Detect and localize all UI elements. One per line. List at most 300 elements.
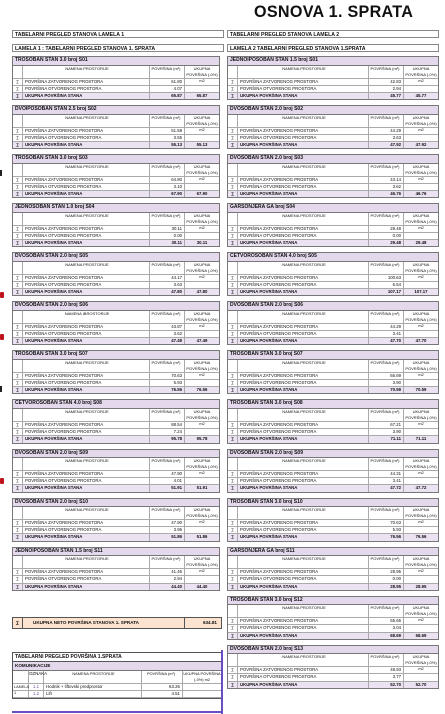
- area-value: 107.17: [369, 289, 404, 295]
- col-namena: NAMENA PROSTORIJE: [238, 213, 369, 225]
- area-row: [228, 184, 438, 191]
- apartment-title: DVOSOBAN STAN 2.0 broj S05: [13, 253, 219, 262]
- area-row: [228, 177, 438, 184]
- total-value: [185, 86, 219, 92]
- area-row: [13, 128, 219, 135]
- area-value: 70.59: [369, 387, 404, 393]
- area-value: 47.90: [150, 471, 185, 477]
- row-label: POVRŠINA ZATVORENOG PROSTORA: [238, 520, 369, 526]
- area-row: [228, 478, 438, 485]
- area-value: 5.93: [369, 527, 404, 533]
- col-ukupna: UKUPNA POVRŠINA (-0%) m2: [186, 114, 218, 132]
- area-row: [13, 373, 219, 380]
- area-value: 66.69: [369, 373, 404, 379]
- col-ukupna: UKUPNA POVRŠINA (-0%) m2: [405, 556, 437, 574]
- col-namena: NAMENA PROSTORIJE: [23, 556, 150, 568]
- col-povrsina: POVRŠINA (m²): [369, 409, 404, 421]
- apartment-title: DVOSOBAN STAN 2.0 broj S09: [228, 450, 438, 459]
- total-value: [183, 691, 221, 697]
- area-value: 44.40: [150, 584, 185, 590]
- row-label: POVRŠINA ZATVORENOG PROSTORA: [23, 79, 150, 85]
- total-row: [13, 338, 219, 344]
- total-value: [185, 177, 219, 183]
- area-value: 3.77: [369, 674, 404, 680]
- area-value: 65.65: [369, 618, 404, 624]
- total-row: [228, 633, 438, 639]
- col-povrsina: POVRŠINA (m²): [369, 605, 404, 617]
- area-value: 88.54: [150, 422, 185, 428]
- area-value: 3.90: [369, 429, 404, 435]
- area-value: 44.29: [369, 324, 404, 330]
- apartment-table: [227, 498, 439, 542]
- col-povrsina: POVRŠINA (m²): [150, 360, 185, 372]
- area-value: 3.90: [369, 380, 404, 386]
- sum-symbol: ∑: [13, 373, 23, 379]
- area-row: [228, 520, 438, 527]
- total-value: [185, 184, 219, 190]
- net-total-value: 634.81: [184, 618, 221, 628]
- apartment-title: DVOSOBAN STAN 2.0 broj S02: [228, 106, 438, 115]
- area-value: 3.62: [150, 331, 185, 337]
- sum-symbol: ∑: [13, 289, 23, 295]
- sum-symbol: ∑: [228, 226, 238, 232]
- sum-symbol: ∑: [13, 324, 23, 330]
- namena-cell: Lift: [44, 691, 142, 697]
- row-label: POVRŠINA ZATVORENOG PROSTORA: [238, 373, 369, 379]
- row-label: POVRŠINA ZATVORENOG PROSTORA: [238, 569, 369, 575]
- col-povrsina: POVRŠINA (m²): [369, 66, 404, 78]
- row-label: POVRŠINA ZATVORENOG PROSTORA: [238, 275, 369, 281]
- total-value: 47.80: [196, 289, 208, 295]
- row-label: UKUPNA POVRŠINA STANA: [238, 436, 369, 442]
- total-value: [404, 429, 438, 435]
- row-label: POVRŠINA OTVORENOG PROSTORA: [238, 429, 369, 435]
- sum-symbol: ∑: [228, 387, 238, 393]
- row-label: POVRŠINA OTVORENOG PROSTORA: [23, 233, 150, 239]
- col-ukupna: UKUPNA POVRŠINA (-0%) m2: [186, 212, 218, 230]
- total-value: [185, 478, 219, 484]
- row-label: POVRŠINA ZATVORENOG PROSTORA: [238, 667, 369, 673]
- total-row: [228, 142, 438, 148]
- row-label: UKUPNA POVRŠINA STANA: [238, 534, 369, 540]
- apartment-title: JEDNOIPOSOBAN STAN 1.5 broj S11: [13, 548, 219, 557]
- area-row: [228, 226, 438, 233]
- blank-cell: [13, 409, 23, 421]
- total-value: [404, 184, 438, 190]
- row-label: POVRŠINA OTVORENOG PROSTORA: [238, 135, 369, 141]
- blank-cell: [13, 507, 23, 519]
- total-value: 30.11: [196, 240, 208, 246]
- row-label: POVRŠINA ZATVORENOG PROSTORA: [238, 324, 369, 330]
- sum-symbol: ∑: [228, 240, 238, 246]
- col-namena: NAMENA PROSTORIJE: [44, 671, 142, 683]
- row-label: UKUPNA POVRŠINA STANA: [23, 289, 150, 295]
- area-row: [228, 618, 438, 625]
- area-value: 2.94: [150, 576, 185, 582]
- total-row: [228, 289, 438, 295]
- red-marker: [0, 334, 4, 340]
- total-value: [404, 233, 438, 239]
- sum-symbol: ∑: [13, 520, 23, 526]
- row-label: POVRŠINA ZATVORENOG PROSTORA: [23, 569, 150, 575]
- col-namena: NAMENA PROSTORIJE: [238, 262, 369, 274]
- area-row: [13, 422, 219, 429]
- area-row: [13, 576, 219, 583]
- sum-symbol: ∑: [13, 177, 23, 183]
- area-row: [228, 79, 438, 86]
- col-ukupna: UKUPNA POVRŠINA (-0%) m2: [405, 359, 437, 377]
- col-povrsina: POVRŠINA (m²): [369, 654, 404, 666]
- sum-symbol: ∑: [228, 331, 238, 337]
- row-label: POVRŠINA OTVORENOG PROSTORA: [23, 527, 150, 533]
- sum-symbol: ∑: [13, 331, 23, 337]
- sum-symbol: ∑: [13, 422, 23, 428]
- sum-symbol: ∑: [13, 226, 23, 232]
- col-namena: NAMENA IBROSTORIJE: [23, 311, 150, 323]
- apartment-title: GARSONJERA GA broj S04: [228, 204, 438, 213]
- total-value: 46.76: [415, 191, 427, 196]
- area-row: [228, 233, 438, 240]
- apartment-title: TROSOBAN STAN 3.0 broj S07: [228, 351, 438, 360]
- area-value: 7.24: [150, 429, 185, 435]
- left-table-subheader: LAMELA 1 : TABELARNI PREGLED STANOVA 1. SPRATA: [12, 44, 224, 52]
- apartment-title: JEDNOSOBAN STAN 1.0 broj S04: [13, 204, 219, 213]
- apartment-table: [12, 449, 220, 493]
- area-value: 4.51: [142, 691, 183, 697]
- col-ukupna: UKUPNA POVRŠINA (-0%) m2: [405, 408, 437, 426]
- area-value: 51.91: [150, 485, 185, 491]
- left-apartment-column: [12, 56, 220, 596]
- total-value: [185, 422, 219, 428]
- row-label: POVRŠINA ZATVORENOG PROSTORA: [23, 324, 150, 330]
- col-povrsina: POVRŠINA (m²): [150, 556, 185, 568]
- total-value: [185, 233, 219, 239]
- col-ukupna: UKUPNA POVRŠINA (-0%) m2: [405, 261, 437, 279]
- col-ukupna: UKUPNA POVRŠINA (-0%) m2: [405, 114, 437, 132]
- area-row: [13, 226, 219, 233]
- apartment-table: [227, 547, 439, 591]
- row-label: POVRŠINA OTVORENOG PROSTORA: [238, 86, 369, 92]
- col-povrsina: POVRŠINA (m²): [150, 262, 185, 274]
- blank-cell: [228, 458, 238, 470]
- row-label: POVRŠINA ZATVORENOG PROSTORA: [23, 275, 150, 281]
- area-value: 64.80: [150, 177, 185, 183]
- area-row: [13, 79, 219, 86]
- total-value: [404, 569, 438, 575]
- sum-symbol: ∑: [228, 79, 238, 85]
- total-row: [13, 289, 219, 295]
- area-value: 4.07: [150, 86, 185, 92]
- area-value: 3.04: [369, 625, 404, 631]
- row-label: UKUPNA POVRŠINA STANA: [23, 191, 150, 197]
- col-namena: NAMENA PROSTORIJE: [23, 164, 150, 176]
- total-value: 45.77: [415, 92, 427, 98]
- apartment-table: [227, 301, 439, 345]
- sum-symbol: ∑: [228, 478, 238, 484]
- apartment-title: ČETVOROSOBAN STAN 4.0 broj S08: [13, 400, 219, 409]
- row-label: UKUPNA POVRŠINA STANA: [23, 485, 150, 491]
- area-row: [13, 527, 219, 534]
- area-row: [13, 233, 219, 240]
- blank-cell: [228, 164, 238, 176]
- total-value: 107.17: [414, 289, 428, 295]
- area-value: 70.63: [369, 520, 404, 526]
- total-row: [13, 191, 219, 197]
- sum-symbol: ∑: [13, 429, 23, 435]
- apartment-title: TROSOBAN STAN 3.0 broj S08: [228, 400, 438, 409]
- col-namena: NAMENA PROSTORIJE: [23, 409, 150, 421]
- area-value: 28.95: [369, 584, 404, 590]
- col-povrsina: POVRŠINA (m²): [369, 311, 404, 323]
- apartment-table: [12, 203, 220, 247]
- blank-cell: [13, 360, 23, 372]
- sum-symbol: ∑: [13, 478, 23, 484]
- row-label: POVRŠINA OTVORENOG PROSTORA: [23, 380, 150, 386]
- red-marker: [0, 292, 4, 298]
- sum-symbol: ∑: [228, 429, 238, 435]
- area-value: 70.63: [150, 373, 185, 379]
- col-namena: NAMENA PROSTORIJE: [23, 66, 150, 78]
- col-ukupna: UKUPNA POVRŠINA (-0%) m2: [405, 605, 437, 623]
- sum-symbol: ∑: [13, 338, 23, 344]
- area-row: [228, 667, 438, 674]
- sum-symbol: ∑: [13, 485, 23, 491]
- sum-symbol: ∑: [228, 86, 238, 92]
- apartment-table: [227, 252, 439, 296]
- apartment-title: DVOSOBAN STAN 2.0 broj S06: [13, 302, 219, 311]
- apartment-title: DVOSOBAN STAN 2.0 broj S10: [13, 499, 219, 508]
- total-value: [404, 373, 438, 379]
- area-row: [228, 331, 438, 338]
- sum-symbol: ∑: [13, 86, 23, 92]
- sum-symbol: ∑: [228, 584, 238, 590]
- area-row: [13, 324, 219, 331]
- col-oznaka: OZNAKA: [29, 671, 44, 683]
- total-value: [404, 128, 438, 134]
- sum-symbol: ∑: [228, 534, 238, 540]
- total-value: [404, 667, 438, 673]
- row-label: POVRŠINA OTVORENOG PROSTORA: [238, 478, 369, 484]
- total-value: [185, 226, 219, 232]
- blank-cell: [13, 213, 23, 225]
- area-row: [13, 380, 219, 387]
- col-povrsina: POVRŠINA (m²): [150, 458, 185, 470]
- apartment-table: [227, 399, 439, 443]
- blank-cell: [228, 115, 238, 127]
- area-row: [13, 177, 219, 184]
- apartment-table: [12, 498, 220, 542]
- total-row: [228, 338, 438, 344]
- area-value: 48.93: [369, 667, 404, 673]
- blank-cell: [228, 409, 238, 421]
- col-namena: NAMENA PROSTORIJE: [238, 164, 369, 176]
- area-row: [13, 184, 219, 191]
- area-value: 47.90: [150, 520, 185, 526]
- sum-symbol: ∑: [228, 93, 238, 99]
- total-value: 47.92: [415, 141, 427, 147]
- apartment-title: DVOSOBAN STAN 2.0 broj S09: [13, 450, 219, 459]
- row-label: POVRŠINA OTVORENOG PROSTORA: [23, 86, 150, 92]
- col-povrsina: POVRŠINA (m²): [369, 262, 404, 274]
- total-value: [404, 625, 438, 631]
- apartment-title: TROSOBAN STAN 3.0 broj S07: [13, 351, 219, 360]
- col-povrsina: POVRŠINA (m²): [142, 671, 183, 683]
- col-ukupna: UKUPNA POVRŠINA (-0%) m2: [405, 65, 437, 83]
- area-value: 3.96: [150, 527, 185, 533]
- row-label: UKUPNA POVRŠINA STANA: [23, 142, 150, 148]
- area-value: 67.90: [150, 191, 185, 197]
- row-label: POVRŠINA ZATVORENOG PROSTORA: [23, 471, 150, 477]
- sum-symbol: ∑: [228, 576, 238, 582]
- total-value: [185, 576, 219, 582]
- oznaka-cell: 1.2: [29, 691, 44, 697]
- blank-cell: [13, 66, 23, 78]
- row-label: POVRŠINA OTVORENOG PROSTORA: [238, 576, 369, 582]
- blank-cell: [228, 360, 238, 372]
- sum-symbol: ∑: [228, 436, 238, 442]
- apartment-table: [227, 56, 439, 100]
- row-label: POVRŠINA ZATVORENOG PROSTORA: [238, 79, 369, 85]
- col-namena: NAMENA PROSTORIJE: [238, 654, 369, 666]
- total-value: [404, 275, 438, 281]
- apartment-table: [12, 105, 220, 149]
- sum-symbol: ∑: [13, 184, 23, 190]
- total-value: [185, 471, 219, 477]
- area-value: 0.00: [369, 576, 404, 582]
- row-label: POVRŠINA ZATVORENOG PROSTORA: [238, 128, 369, 134]
- frame-line-bottom: [12, 711, 222, 713]
- blank-cell: [228, 213, 238, 225]
- area-value: 3.41: [369, 478, 404, 484]
- col-povrsina: POVRŠINA (m²): [150, 115, 185, 127]
- apartment-table: [227, 449, 439, 493]
- total-value: [185, 373, 219, 379]
- page-title: OSNOVA 1. SPRATA: [254, 2, 414, 21]
- area-value: 51.86: [150, 534, 185, 540]
- area-value: 3.55: [150, 135, 185, 141]
- total-value: [404, 527, 438, 533]
- sum-symbol: ∑: [228, 128, 238, 134]
- total-value: [183, 684, 221, 690]
- sum-symbol: ∑: [228, 233, 238, 239]
- row-label: POVRŠINA OTVORENOG PROSTORA: [23, 576, 150, 582]
- row-label: UKUPNA POVRŠINA STANA: [238, 142, 369, 148]
- area-row: [13, 282, 219, 289]
- total-value: [404, 79, 438, 85]
- area-value: 44.17: [150, 275, 185, 281]
- col-povrsina: POVRŠINA (m²): [150, 66, 185, 78]
- total-value: [185, 527, 219, 533]
- area-value: 46.76: [369, 191, 404, 197]
- col-povrsina: POVRŠINA (m²): [369, 507, 404, 519]
- area-row: [228, 324, 438, 331]
- col-povrsina: POVRŠINA (m²): [150, 213, 185, 225]
- row-label: POVRŠINA OTVORENOG PROSTORA: [23, 184, 150, 190]
- total-row: [228, 191, 438, 197]
- apartment-title: TROSOBAN STAN 3.0 broj S10: [228, 499, 438, 508]
- row-label: POVRŠINA OTVORENOG PROSTORA: [238, 282, 369, 288]
- total-value: [404, 576, 438, 582]
- total-value: 76.56: [196, 387, 208, 393]
- total-value: 47.49: [196, 338, 208, 344]
- floor-area-header-row: [13, 671, 221, 684]
- area-row: [13, 429, 219, 436]
- sum-symbol: ∑: [13, 436, 23, 442]
- apartment-table: [227, 154, 439, 198]
- area-value: 76.56: [150, 387, 185, 393]
- row-label: POVRŠINA OTVORENOG PROSTORA: [23, 331, 150, 337]
- row-label: POVRŠINA ZATVORENOG PROSTORA: [238, 422, 369, 428]
- row-label: UKUPNA POVRŠINA STANA: [23, 387, 150, 393]
- total-value: [185, 128, 219, 134]
- row-label: POVRŠINA OTVORENOG PROSTORA: [238, 233, 369, 239]
- area-value: 76.56: [369, 534, 404, 540]
- row-label: UKUPNA POVRŠINA STANA: [23, 338, 150, 344]
- col-namena: NAMENA PROSTORIJE: [23, 262, 150, 274]
- row-label: POVRŠINA OTVORENOG PROSTORA: [238, 380, 369, 386]
- total-value: 95.78: [196, 436, 208, 442]
- sum-symbol: ∑: [228, 177, 238, 183]
- sum-symbol: ∑: [228, 618, 238, 624]
- communication-row: [13, 691, 221, 698]
- area-value: 51.58: [150, 128, 185, 134]
- total-row: [13, 387, 219, 393]
- total-row: [13, 93, 219, 99]
- total-value: [404, 380, 438, 386]
- sum-symbol: ∑: [13, 527, 23, 533]
- total-value: [404, 324, 438, 330]
- area-value: 2.94: [369, 86, 404, 92]
- area-value: 47.49: [150, 338, 185, 344]
- row-label: UKUPNA POVRŠINA STANA: [23, 436, 150, 442]
- area-row: [228, 625, 438, 632]
- area-value: 44.29: [369, 128, 404, 134]
- floor-area-table: [12, 652, 222, 699]
- sum-symbol: ∑: [228, 135, 238, 141]
- apartment-table: [227, 203, 439, 247]
- total-value: [404, 478, 438, 484]
- left-table-header: TABELARNI PREGLED STANOVA LAMELA 1: [12, 30, 224, 38]
- sum-symbol: ∑: [228, 380, 238, 386]
- row-label: UKUPNA POVRŠINA STANA: [238, 584, 369, 590]
- blank-cell: [228, 66, 238, 78]
- area-value: 44.31: [369, 471, 404, 477]
- area-value: 65.87: [150, 93, 185, 99]
- area-value: 28.95: [369, 569, 404, 575]
- total-row: [228, 93, 438, 99]
- row-label: POVRŠINA ZATVORENOG PROSTORA: [238, 618, 369, 624]
- total-value: 51.91: [196, 485, 208, 491]
- area-value: 3.63: [369, 135, 404, 141]
- total-value: 71.11: [415, 436, 427, 442]
- sum-symbol: ∑: [228, 569, 238, 575]
- net-total-label: UKUPNA NETO POVRŠINA STANOVA 1. SPRATA: [33, 620, 140, 625]
- frame-line-right: [221, 650, 223, 714]
- total-value: [185, 520, 219, 526]
- area-row: [228, 527, 438, 534]
- sum-symbol: ∑: [228, 520, 238, 526]
- namena-cell: Hodnik + liftovski predprostor: [44, 684, 142, 690]
- sum-symbol: ∑: [228, 275, 238, 281]
- total-row: [228, 534, 438, 540]
- edge-marker: [0, 386, 2, 392]
- total-row: [228, 240, 438, 246]
- area-value: 5.93: [150, 380, 185, 386]
- col-ukupna: UKUPNA POVRŠINA (-0%) m2: [186, 507, 218, 525]
- total-value: 51.86: [196, 534, 208, 540]
- total-value: [404, 177, 438, 183]
- total-value: [185, 429, 219, 435]
